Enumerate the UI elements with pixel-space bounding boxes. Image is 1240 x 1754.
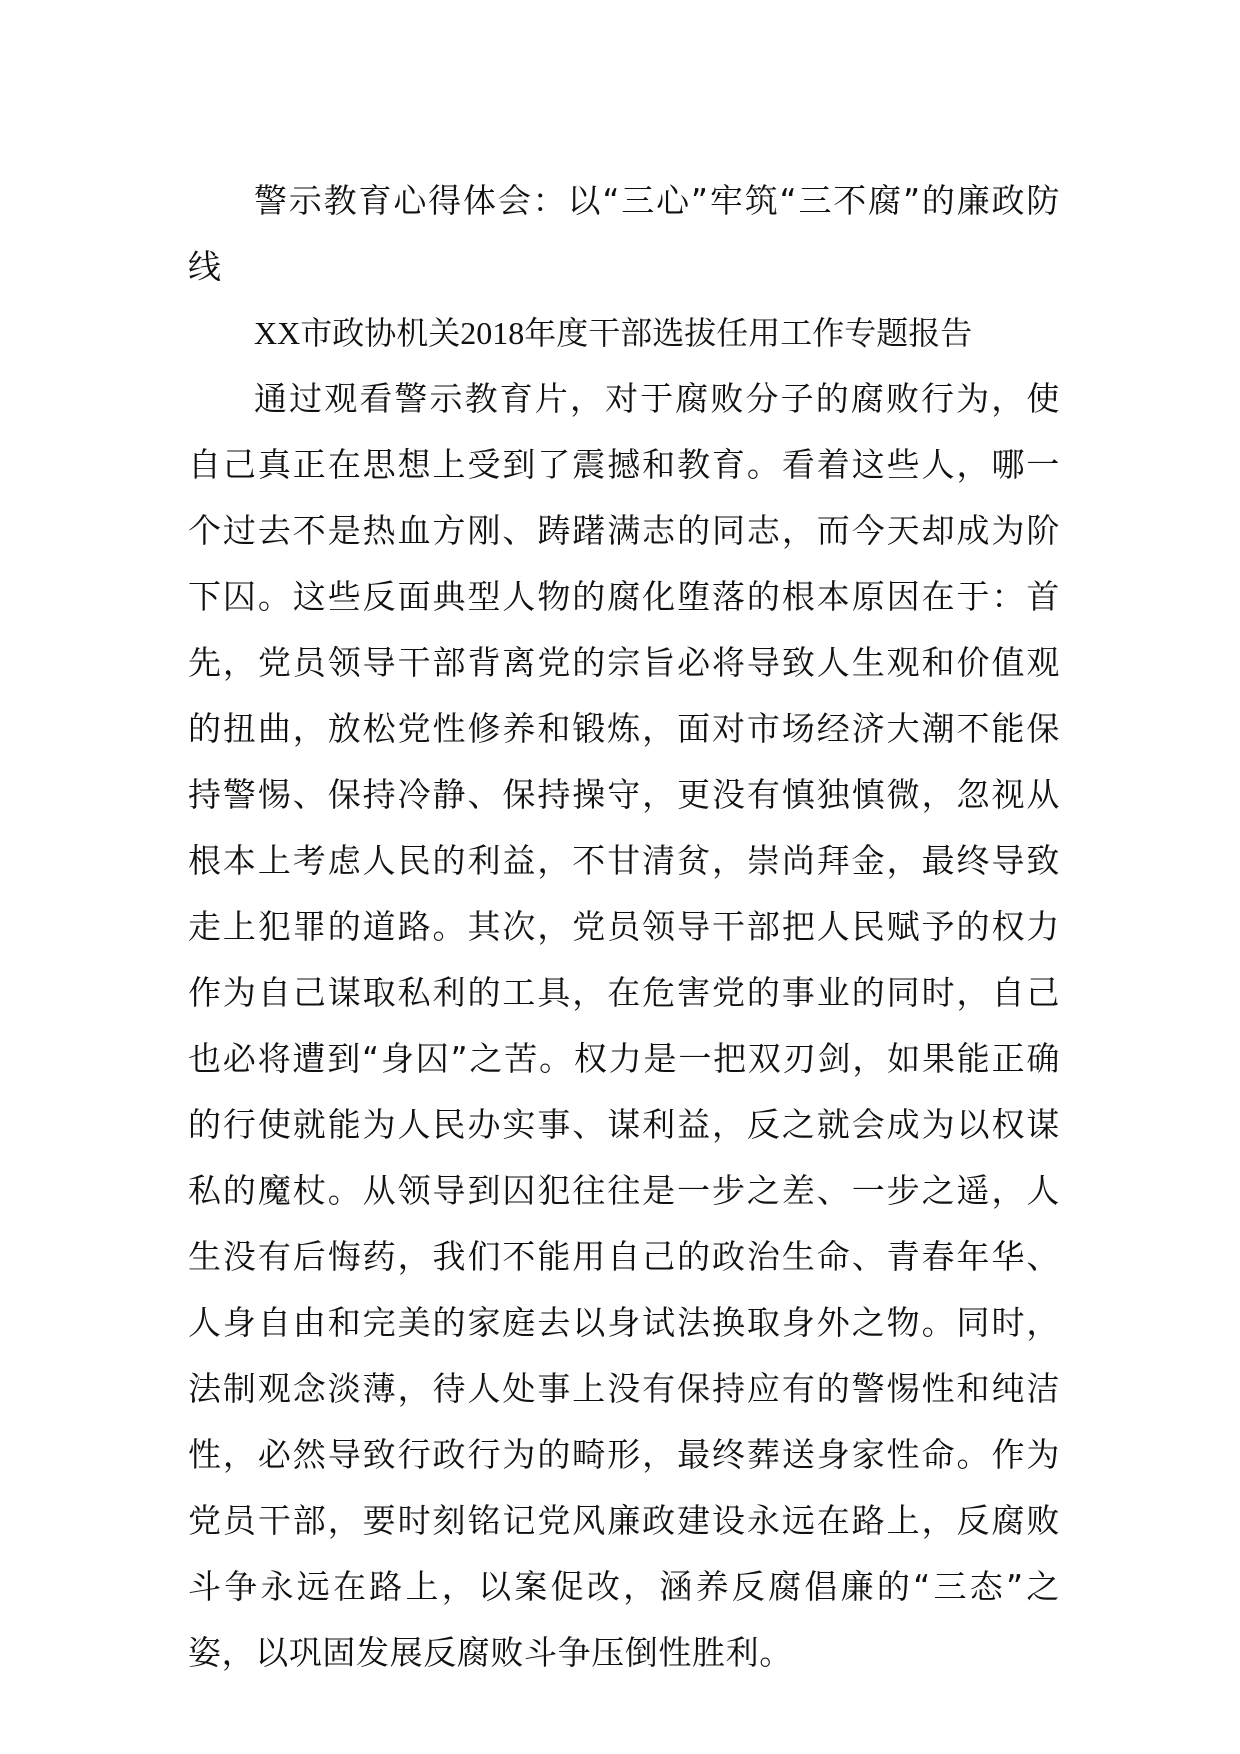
document-title: 警示教育心得体会：以“三心”牢筑“三不腐”的廉政防线 xyxy=(188,181,1060,286)
document-subtitle: XX市政协机关2018年度干部选拔任用工作专题报告 xyxy=(254,315,973,351)
document-body-paragraph: 通过观看警示教育片，对于腐败分子的腐败行为，使自己真正在思想上受到了震撼和教育。看着这些人，哪一个过去不是热血方刚、踌躇满志的同志，而今天却成为阶下囚。这些反面典型人物的腐化堕落的根本原因在于：首先，党员领导干部背离党的宗旨必将导致人生观和价值观的扭曲，放松党性修养和锻炼，面对市场经济大潮不能保持警惕、保持冷静、保持操守，更没有慎独慎微，忽视从根本上考虑人民的利益，不甘清贫，崇尚拜金，最终导致走上犯罪的道路。其次，党员领导干部把人民赋予的权力作为自己谋取私利的工具，在危害党的事业的同时，自己也必将遭到“身囚”之苦。权力是一把双刃剑，如果能正确的行使就能为人民办实事、谋利益，反之就会成为以权谋私的魔杖。从领导到囚犯往往是一步之差、一步之遥，人生没有后悔药，我们不能用自己的政治生命、青春年华、人身自由和完美的家庭去以身试法换取身外之物。同时，法制观念淡薄，待人处事上没有保持应有的警惕性和纯洁性，必然导致行政行为的畸形，最终葬送身家性命。作为党员干部，要时刻铭记党风廉政建设永远在路上，反腐败斗争永远在路上，以案促改，涵养反腐倡廉的“三态”之姿，以巩固发展反腐败斗争压倒性胜利。 xyxy=(188,379,1060,1672)
document-content xyxy=(188,168,1060,1686)
